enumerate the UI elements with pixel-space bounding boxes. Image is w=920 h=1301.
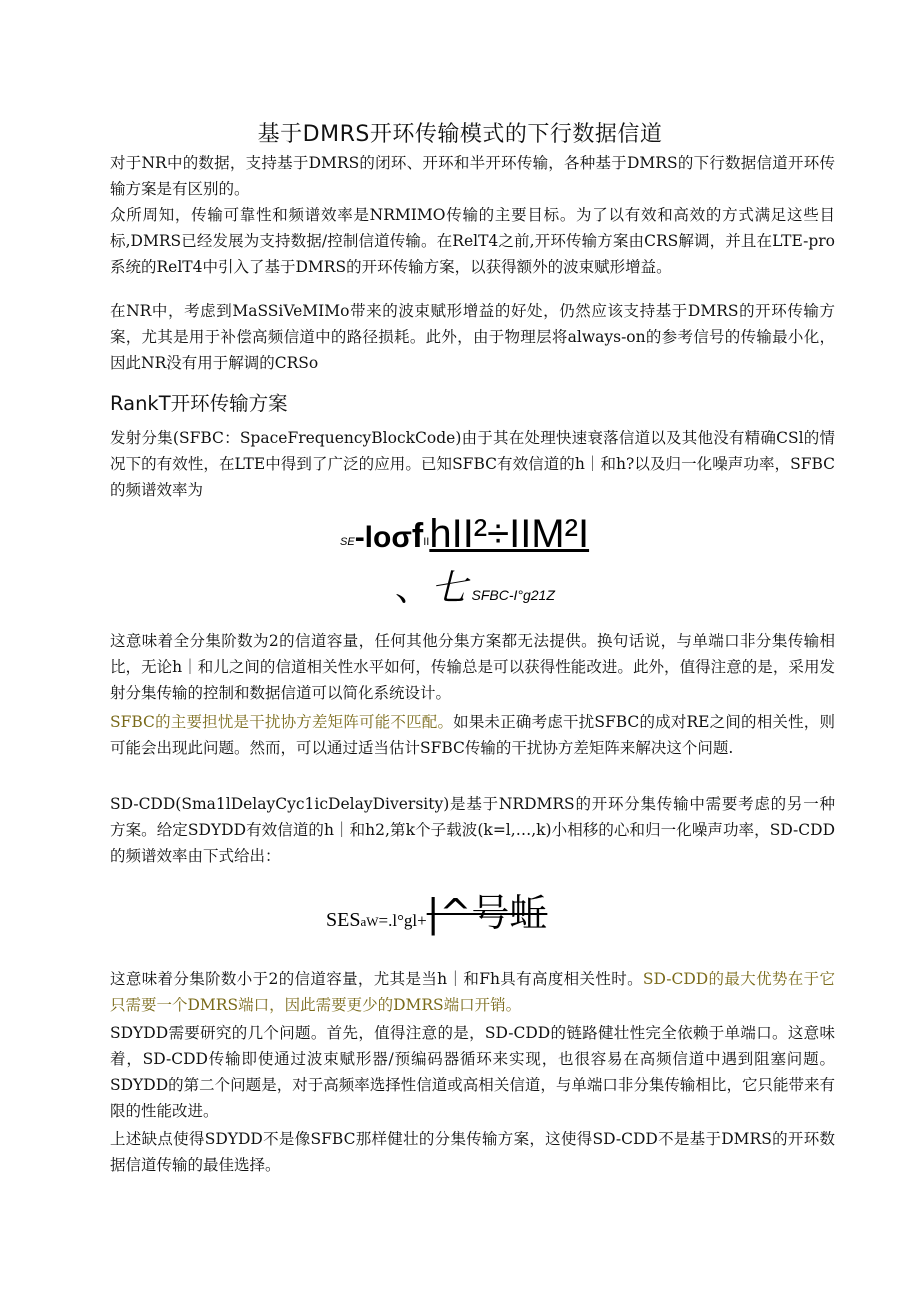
document-title: 基于DMRS开环传输模式的下行数据信道 [257,122,663,147]
eq1-part2: f [411,517,424,555]
eq3-sub: aW [360,914,379,929]
sfbc-concern-text: 如果未正确考虑干扰SFBC的成对RE之间的相关性，则可能会出现此问题。然而，可以通过适当估计SFBC传输的干扰协方差矩阵来解决这个问题. [110,713,835,757]
paragraph-sfbc: 发射分集(SFBC：SpaceFrequencyBlockCode)由于其在处理快速衰落信道以及其他没有精确CSl的情况下的有效性，在LTE中得到了广泛的应用。已知SFBC有效信道的h｜和h?以及归一化噪声功率，SFBC的频谱效率为 [110,429,835,499]
eq2-sub: SFBC-I°g21Z [471,587,555,603]
highlight-sfbc-concern: SFBC的主要担忧是干扰协方差矩阵可能不匹配。 [110,713,454,731]
paragraph-goals: 众所周知，传输可靠性和频谱效率是NRMIMO传输的主要目标。为了以有效和高效的方式满足这些目标,DMRS已经发展为支持数据/控制信道传输。在RelT4之前,开环传输方案由CRS解调，并且在LTE-pro系统的RelT4中引入了基于DMRS的开环传输方案，以获得额外的波束赋形增益。 [110,206,835,276]
equation-sdcdd-spectral-efficiency [326,882,547,937]
equation-sfbc-log [395,560,555,611]
eq1-part1: -loσ [354,521,412,554]
eq1-part4: hII²÷IIM²I [429,512,590,556]
highlight-sdcdd-advantage: SD-CDD的最大优势在于它只需要一个DMRS端口，因此需要更少的DMRS端口开销。 [110,970,835,1014]
eq2-glyph: 七 [431,567,468,608]
paragraph-sfbc-concern [110,709,835,761]
eq1-prefix: SE [340,536,355,548]
paragraph-sdcdd: SD-CDD(Sma1lDelayCyc1icDelayDiversity)是基于NRDMRS的开环分集传输中需要考虑的另一种方案。给定SDYDD有效信道的h｜和h2,第k个子载波(k=l,…,k)小相移的心和归一化噪声功率，SD-CDD的频谱效率由下式给出： [110,795,835,865]
eq3-left: SES [326,909,361,931]
eq1-part3: II [423,536,430,548]
paragraph-full-diversity: 这意味着全分集阶数为2的信道容量，任何其他分集方案都无法提供。换句话说，与单端口非分集传输相比，无论h｜和儿之间的信道相关性水平如何，传输总是可以获得性能改进。此外，值得注意的是，采用发射分集传输的控制和数据信道可以简化系统设计。 [110,632,835,702]
paragraph-intro: 对于NR中的数据，支持基于DMRS的闭环、开环和半开环传输，各种基于DMRS的下行数据信道开环传输方案是有区别的。 [110,154,835,198]
paragraph-sdcdd-issues: SDYDD需要研究的几个问题。首先，值得注意的是，SD-CDD的链路健壮性完全依赖于单端口。这意味着，SD-CDD传输即使通过波束赋形器/预编码器循环来实现，也很容易在高频信道中遇到阻塞问题。SDYDD的第二个问题是，对于高频率选择性信道或高相关信道，与单端口非分集传输相比，它只能带来有限的性能改进。 [110,1024,835,1120]
eq3-right: |^号蚯 [426,891,548,935]
paragraph-conclusion: 上述缺点使得SDYDD不是像SFBC那样健壮的分集传输方案，这使得SD-CDD不是基于DMRS的开环数据信道传输的最佳选择。 [110,1130,835,1174]
eq3-mid: =.l°gl+ [378,911,427,930]
paragraph-nr-support: 在NR中，考虑到MaSSiVeMIMo带来的波束赋形增益的好处，仍然应该支持基于DMRS的开环传输方案，尤其是用于补偿高频信道中的路径损耗。此外，由于物理层将always-on的参考信号的传输最小化，因此NR没有用于解调的CRSo [110,302,835,372]
section-heading: RankT开环传输方案 [110,392,288,415]
paragraph-sdcdd-advantage [110,966,835,1018]
equation-sfbc-spectral-efficiency [340,512,589,557]
eq2-lead: 、 [395,567,432,608]
sdcdd-advantage-text: 这意味着分集阶数小于2的信道容量，尤其是当h｜和Fh具有高度相关性时。 [110,970,643,988]
